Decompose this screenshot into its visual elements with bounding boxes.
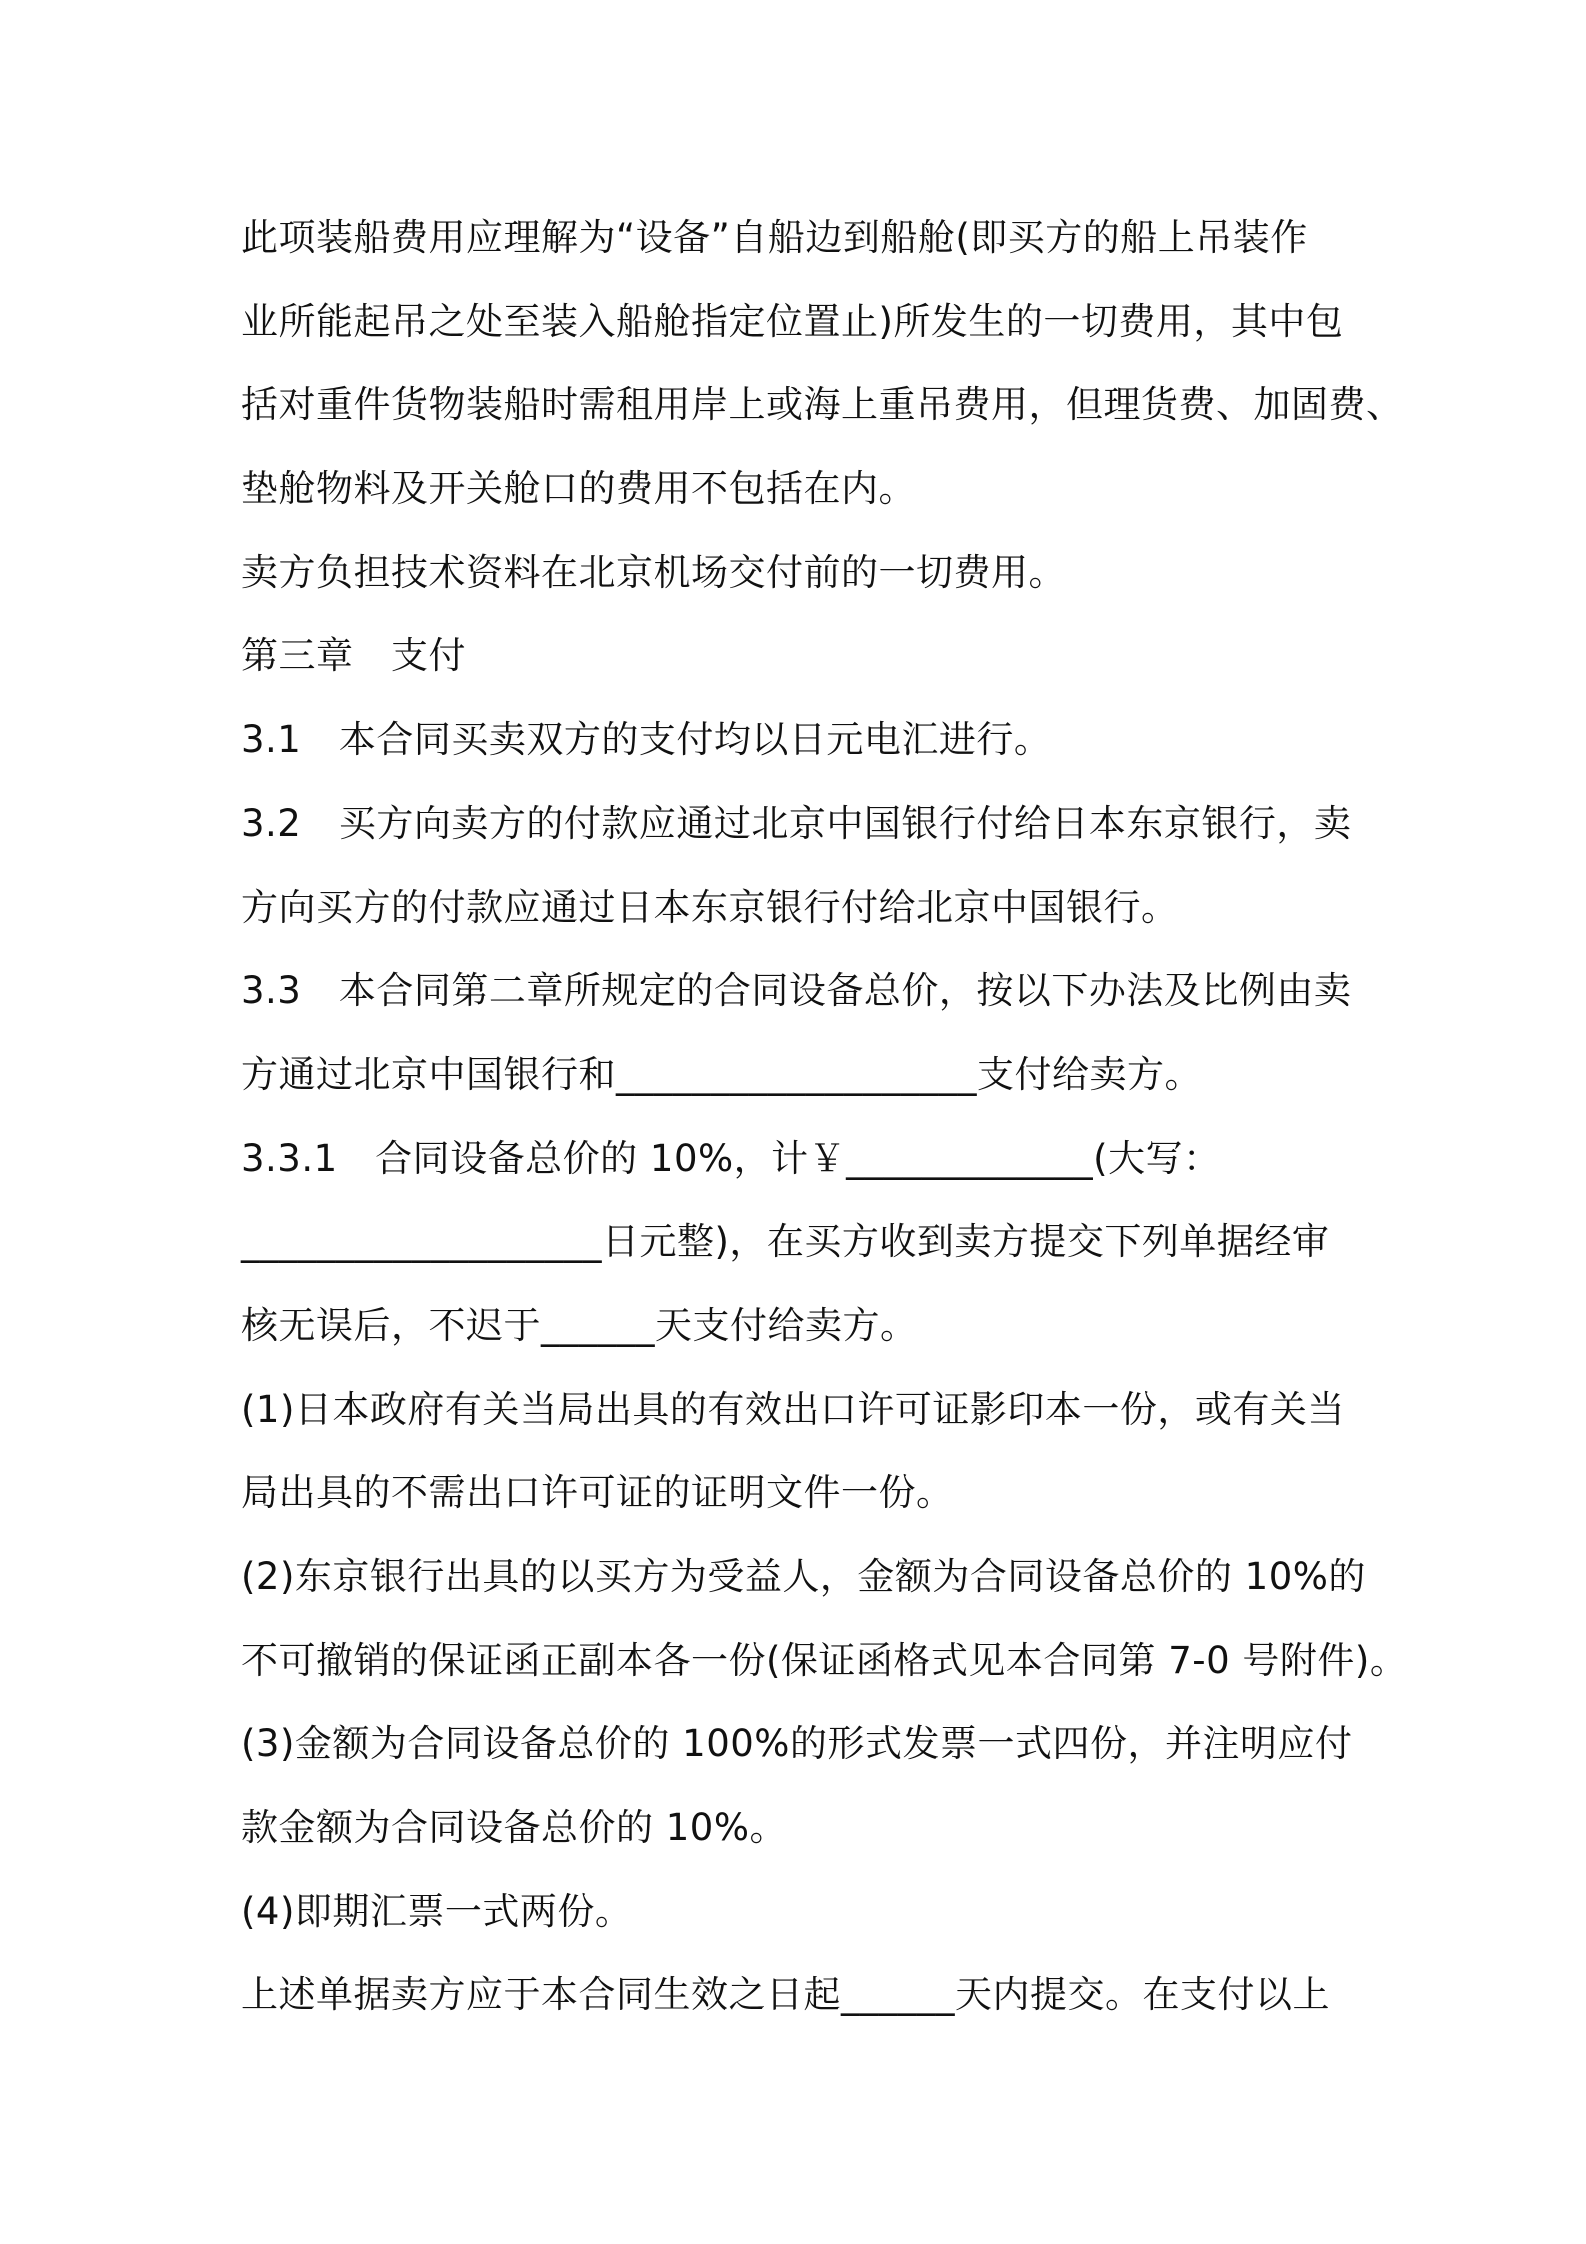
clause-3-2: 3.2 买方向卖方的付款应通过北京中国银行付给日本东京银行，卖 bbox=[241, 801, 1352, 845]
list-item-3: (3)金额为合同设备总价的 100%的形式发票一式四份，并注明应付 bbox=[241, 1722, 1353, 1766]
list-item-1: (1)日本政府有关当局出具的有效出口许可证影印本一份，或有关当 bbox=[241, 1387, 1345, 1431]
text-line: 方通过北京中国银行和___________________支付给卖方。 bbox=[241, 1052, 1202, 1096]
text-line: 此项装船费用应理解为“设备”自船边到船舱(即买方的船上吊装作 bbox=[241, 216, 1308, 259]
text-line: 方向买方的付款应通过日本东京银行付给北京中国银行。 bbox=[241, 885, 1179, 929]
text-line: ___________________日元整)，在买方收到卖方提交下列单据经审 bbox=[241, 1220, 1330, 1264]
clause-3-1: 3.1 本合同买卖双方的支付均以日元电汇进行。 bbox=[241, 718, 1052, 762]
clause-3-3-1: 3.3.1 合同设备总价的 10%，计￥_____________(大写： bbox=[241, 1136, 1221, 1180]
text-line: 款金额为合同设备总价的 10%。 bbox=[241, 1806, 787, 1850]
text-line: 垫舱物料及开关舱口的费用不包括在内。 bbox=[241, 467, 916, 511]
text-line: 上述单据卖方应于本合同生效之日起______天内提交。在支付以上 bbox=[241, 1973, 1330, 2017]
text-line: 业所能起吊之处至装入船舱指定位置止)所发生的一切费用，其中包 bbox=[241, 299, 1344, 343]
text-line: 括对重件货物装船时需租用岸上或海上重吊费用，但理货费、加固费、 bbox=[241, 383, 1404, 427]
text-line: 不可撤销的保证函正副本各一份(保证函格式见本合同第 7-0 号附件)。 bbox=[241, 1638, 1408, 1682]
text-line: 核无误后，不迟于______天支付给卖方。 bbox=[241, 1303, 918, 1347]
text-line: 卖方负担技术资料在北京机场交付前的一切费用。 bbox=[241, 550, 1066, 594]
text-line: 局出具的不需出口许可证的证明文件一份。 bbox=[241, 1471, 954, 1515]
chapter-heading: 第三章 支付 bbox=[241, 634, 466, 678]
list-item-2: (2)东京银行出具的以买方为受益人，金额为合同设备总价的 10%的 bbox=[241, 1555, 1366, 1598]
clause-3-3: 3.3 本合同第二章所规定的合同设备总价，按以下办法及比例由卖 bbox=[241, 969, 1352, 1013]
contract-body bbox=[241, 196, 1408, 2037]
list-item-4: (4)即期汇票一式两份。 bbox=[241, 1889, 633, 1933]
